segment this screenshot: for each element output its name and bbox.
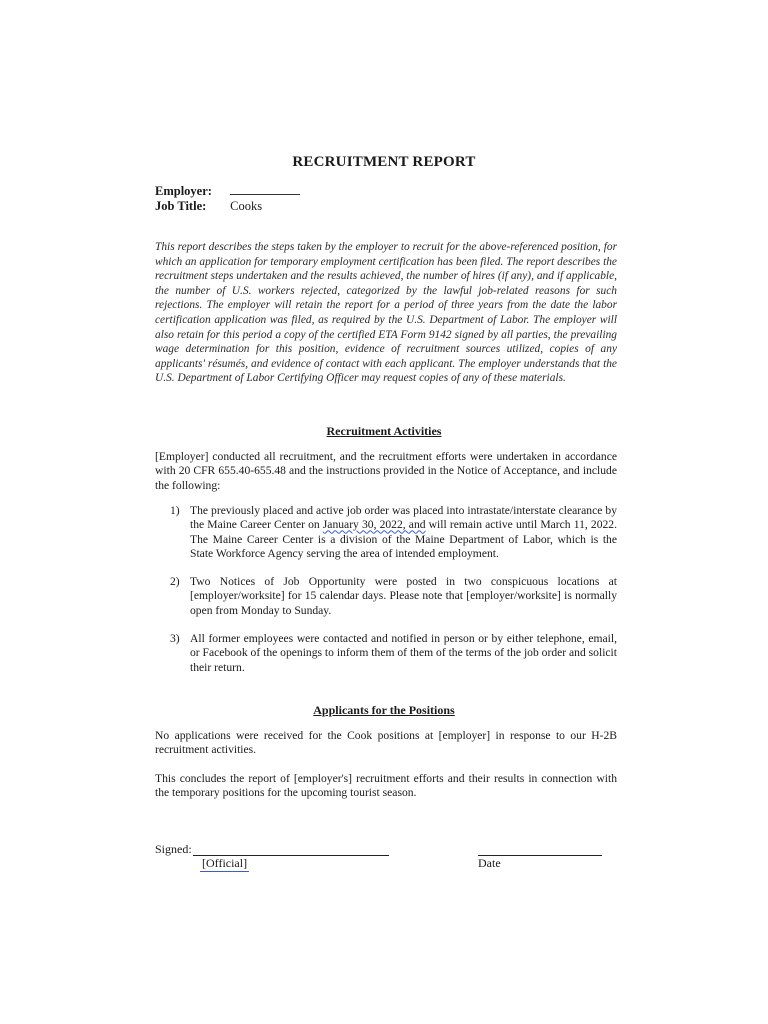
signed-label: Signed: bbox=[155, 842, 192, 856]
list-item-3 bbox=[170, 632, 617, 675]
list-item-1 bbox=[170, 504, 617, 562]
employer-label: Employer: bbox=[155, 184, 212, 198]
list-number-3: 3) bbox=[170, 632, 180, 645]
job-title-row bbox=[155, 199, 262, 214]
date-label: Date bbox=[478, 856, 501, 870]
list-item-1-text-b: will remain active until March 11, 2022. The Maine Career Center is a division of the Maine Department of Labor, which is the State Workforce Agency serving the area of intended employment. bbox=[190, 518, 617, 561]
list-item-1-marked-text: January 30, 2022, and bbox=[322, 518, 426, 532]
list-item-3-text: All former employees were contacted and notified in person or by either telephone, email, or Facebook of the openings to inform them of them of the terms of the job order and solicit their return. bbox=[190, 632, 617, 674]
job-title-value: Cooks bbox=[230, 199, 263, 213]
list-item-2-text: Two Notices of Job Opportunity were posted in two conspicuous locations at [employer/worksite] for 15 calendar days. Please note that [employer/worksite] is normally open from Monday to Sunday. bbox=[190, 575, 617, 617]
applicants-heading: Applicants for the Positions bbox=[313, 703, 455, 717]
conclusion-paragraph: This concludes the report of [employer's] recruitment efforts and their results in connection with the temporary positions for the upcoming tourist season. bbox=[155, 772, 617, 800]
intro-paragraph: This report describes the steps taken by the employer to recruit for the above-referenced position, for which an application for temporary employment certification has been filed. The report describes the recruitment steps undertaken and the results achieved, the number of hires (if any), and if applicable, the number of U.S. workers rejected, categorized by the lawful job-related reasons for such rejections. The employer will retain the report for a period of three years from the date the labor certification application was filed, as required by the U.S. Department of Labor. The employer will also retain for this period a copy of the certified ETA Form 9142 signed by all parties, the prevailing wage determination for this position, evidence of recruitment sources utilized, copies of any applicants' résumés, and evidence of contact with each applicant. The employer understands that the U.S. Department of Labor Certifying Officer may request copies of any of these materials. bbox=[155, 241, 617, 385]
applicants-paragraph: No applications were received for the Cook positions at [employer] in response to our H-2B recruitment activities. bbox=[155, 729, 617, 757]
employer-row bbox=[155, 184, 300, 199]
list-item-1-text-a: The previously placed and active job order was placed into intrastate/interstate clearance by the Maine Career Center on bbox=[190, 504, 617, 532]
official-field[interactable]: [Official] bbox=[202, 856, 248, 870]
recruitment-intro-paragraph: [Employer] conducted all recruitment, and the recruitment efforts were undertaken in accordance with 20 CFR 655.40-655.48 and the instructions provided in the Notice of Acceptance, and include the following: bbox=[155, 450, 617, 492]
list-number-2: 2) bbox=[170, 575, 180, 588]
recruitment-activities-heading: Recruitment Activities bbox=[326, 424, 442, 438]
employer-blank bbox=[230, 184, 300, 195]
list-item-2 bbox=[170, 575, 617, 618]
list-number-1: 1) bbox=[170, 504, 180, 517]
document-title: RECRUITMENT REPORT bbox=[292, 154, 476, 170]
job-title-label: Job Title: bbox=[155, 199, 207, 213]
